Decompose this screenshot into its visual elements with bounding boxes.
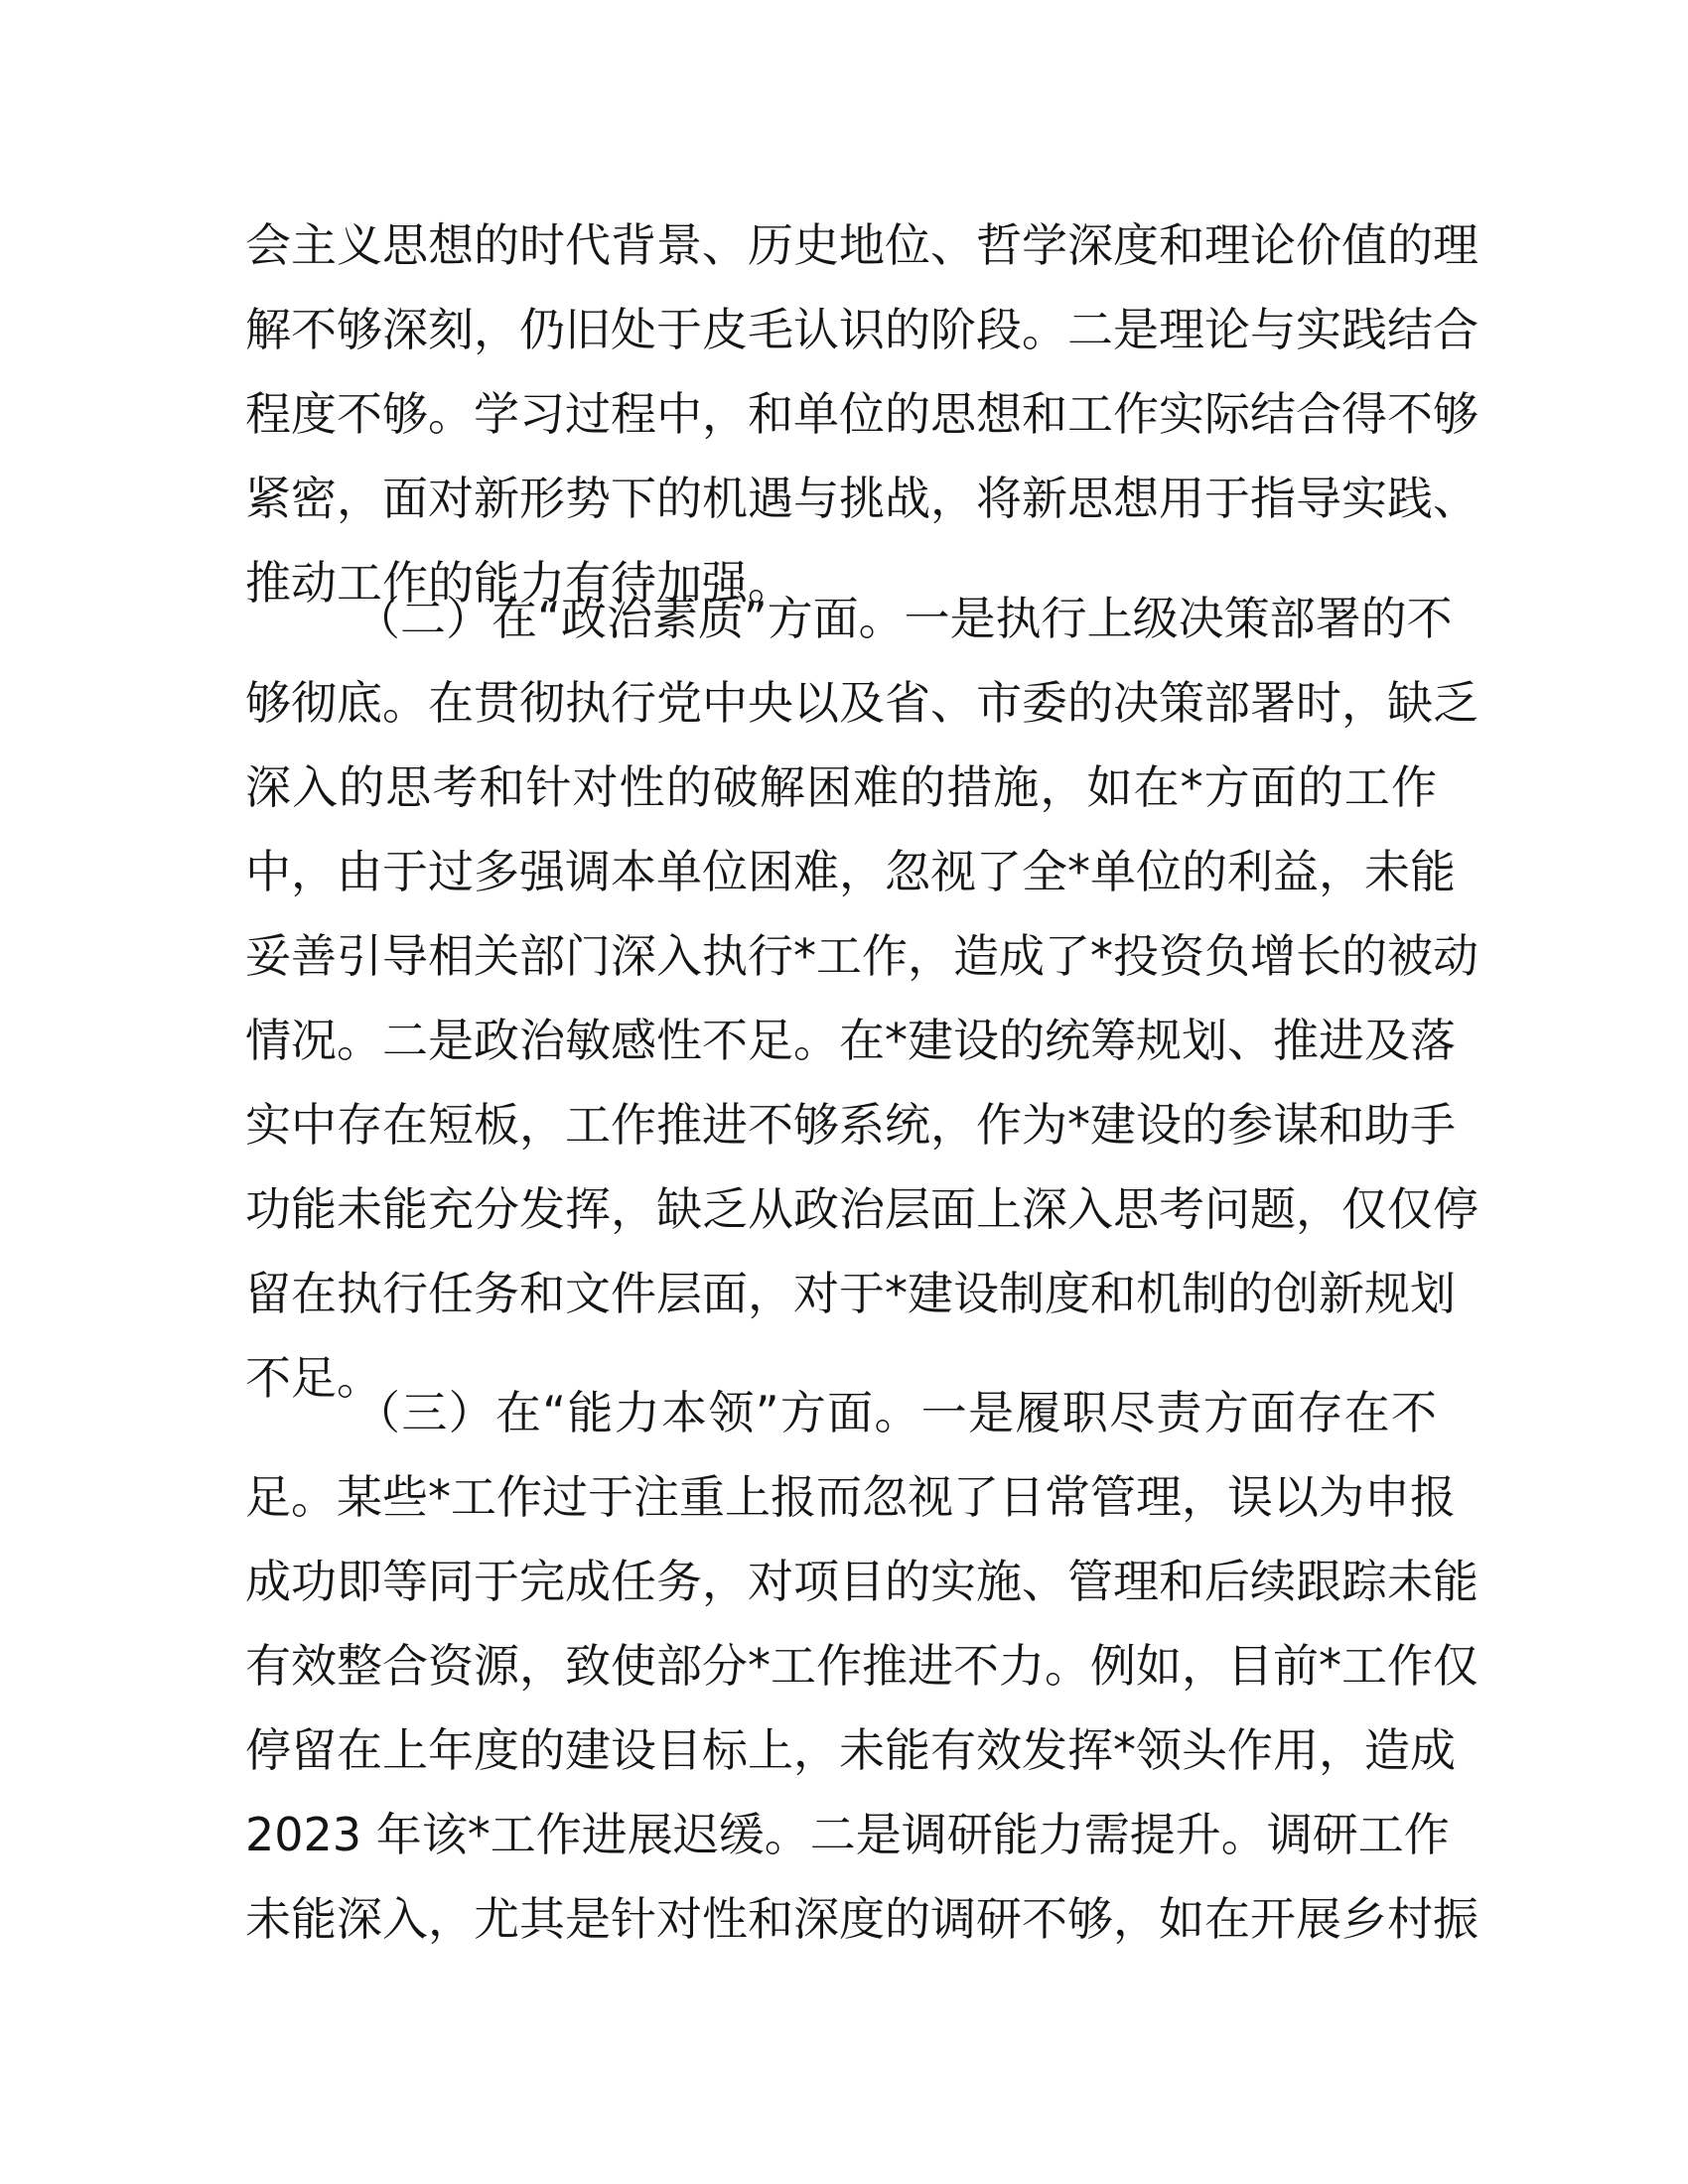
text-line: 够彻底。在贯彻执行党中央以及省、市委的决策部署时，缺乏 xyxy=(245,676,1478,730)
text-line: 功能未能充分发挥，缺乏从政治层面上深入思考问题，仅仅停 xyxy=(245,1182,1478,1236)
text-line: 留在执行任务和文件层面，对于*建设制度和机制的创新规划 xyxy=(245,1267,1456,1320)
text-line: 实中存在短板，工作推进不够系统，作为*建设的参谋和助手 xyxy=(245,1098,1456,1152)
paragraph-political-quality xyxy=(245,577,1478,1421)
text-line: 中，由于过多强调本单位困难，忽视了全*单位的利益，未能 xyxy=(245,845,1456,898)
text-line: 有效整合资源，致使部分*工作推进不力。例如，目前*工作仅 xyxy=(245,1639,1478,1693)
text-line: 不足。 xyxy=(245,1351,382,1405)
text-line: 深入的思考和针对性的破解困难的措施，如在*方面的工作 xyxy=(245,760,1437,814)
text-line: 情况。二是政治敏感性不足。在*建设的统筹规划、推进及落 xyxy=(245,1014,1456,1067)
text-line: 足。某些*工作过于注重上报而忽视了日常管理，误以为申报 xyxy=(245,1470,1456,1524)
text-line: 紧密，面对新形势下的机遇与挑战，将新思想用于指导实践、 xyxy=(245,472,1478,525)
text-line: 推动工作的能力有待加强。 xyxy=(245,556,793,610)
text-line: 停留在上年度的建设目标上，未能有效发挥*领头作用，造成 xyxy=(245,1723,1456,1777)
text-line: 成功即等同于完成任务，对项目的实施、管理和后续跟踪未能 xyxy=(245,1555,1478,1608)
text-line: 未能深入，尤其是针对性和深度的调研不够，如在开展乡村振 xyxy=(245,1892,1478,1946)
section-heading-line: （二）在“政治素质”方面。一是执行上级决策部署的不 xyxy=(354,592,1453,645)
section-heading-line: （三）在“能力本领”方面。一是履职尽责方面存在不 xyxy=(354,1386,1437,1439)
text-line: 妥善引导相关部门深入执行*工作，造成了*投资负增长的被动 xyxy=(245,929,1478,983)
text-line: 程度不够。学习过程中，和单位的思想和工作实际结合得不够 xyxy=(245,387,1478,441)
paragraph-capability xyxy=(245,1371,1478,1962)
paragraph-theory-study xyxy=(245,204,1478,625)
text-line: 会主义思想的时代背景、历史地位、哲学深度和理论价值的理 xyxy=(245,218,1478,272)
text-line: 2023 年该*工作进展迟缓。二是调研能力需提升。调研工作 xyxy=(245,1808,1450,1861)
text-line: 解不够深刻，仍旧处于皮毛认识的阶段。二是理论与实践结合 xyxy=(245,303,1478,356)
